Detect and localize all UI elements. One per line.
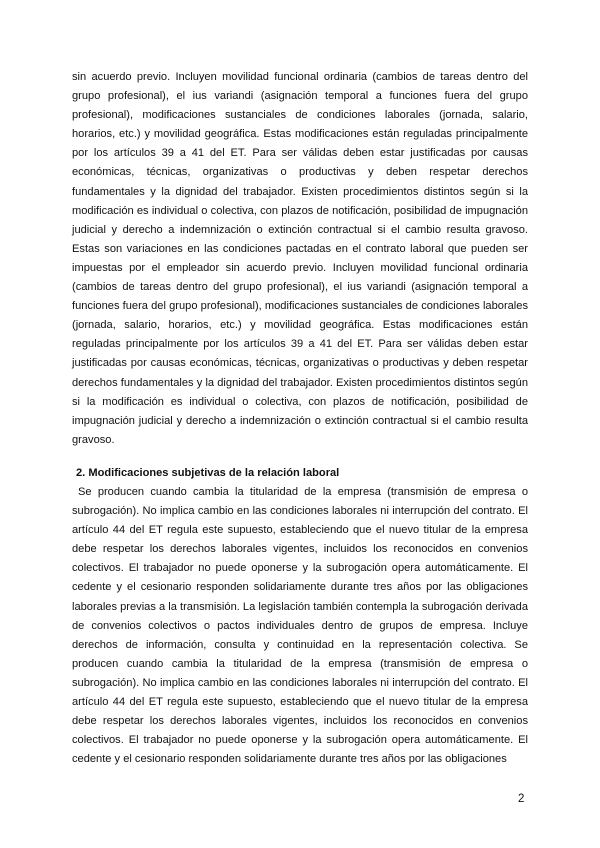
section-heading-modificaciones-subjetivas: 2. Modificaciones subjetivas de la relación laboral bbox=[76, 466, 340, 479]
paragraph-spacer bbox=[72, 450, 528, 464]
page-number: 2 bbox=[518, 793, 525, 805]
page-body bbox=[72, 68, 528, 769]
paragraph-modificaciones-subjetivas: Se producen cuando cambia la titularidad de la empresa (transmisión de empresa o subrogación). No implica cambio en las condiciones laborales ni interrupción del contrato. El artículo 44 del ET regula este supuesto, estableciendo que el nuevo titular de la empresa debe respetar los derechos laborales vigentes, incluidos los reconocidos en convenios colectivos. El trabajador no puede oponerse y la subrogación opera automáticamente. El cedente y el cesionario responden solidariamente durante tres años por las obligaciones laborales previas a la transmisión. La legislación también contempla la subrogación derivada de convenios colectivos o pactos individuales dentro de grupos de empresa. Incluye derechos de información, consulta y continuidad en la representación colectiva. Se producen cuando cambia la titularidad de la empresa (transmisión de empresa o subrogación). No implica cambio en las condiciones laborales ni interrupción del contrato. El artículo 44 del ET regula este supuesto, estableciendo que el nuevo titular de la empresa debe respetar los derechos laborales vigentes, incluidos los reconocidos en convenios colectivos. El trabajador no puede oponerse y la subrogación opera automáticamente. El cedente y el cesionario responden solidariamente durante tres años por las obligaciones bbox=[72, 485, 528, 766]
paragraph-modificaciones-objetivas: sin acuerdo previo. Incluyen movilidad funcional ordinaria (cambios de tareas dentro del grupo profesional), el ius variandi (asignación temporal a funciones fuera del grupo profesional), modificaciones sustanciales de condiciones laborales (jornada, salario, horarios, etc.) y movilidad geográfica. Estas modificaciones están reguladas principalmente por los artículos 39 a 41 del ET. Para ser válidas deben estar justificadas por causas económicas, técnicas, organizativas o productivas y deben respetar derechos fundamentales y la dignidad del trabajador. Existen procedimientos distintos según si la modificación es individual o colectiva, con plazos de notificación, posibilidad de impugnación judicial y derecho a indemnización o extinción contractual si el cambio resulta gravoso. Estas son variaciones en las condiciones pactadas en el contrato laboral que pueden ser impuestas por el empleador sin acuerdo previo. Incluyen movilidad funcional ordinaria (cambios de tareas dentro del grupo profesional), el ius variandi (asignación temporal a funciones fuera del grupo profesional), modificaciones sustanciales de condiciones laborales (jornada, salario, horarios, etc.) y movilidad geográfica. Estas modificaciones están reguladas principalmente por los artículos 39 a 41 del ET. Para ser válidas deben estar justificadas por causas económicas, técnicas, organizativas o productivas y deben respetar derechos fundamentales y la dignidad del trabajador. Existen procedimientos distintos según si la modificación es individual o colectiva, con plazos de notificación, posibilidad de impugnación judicial y derecho a indemnización o extinción contractual si el cambio resulta gravoso. bbox=[72, 71, 528, 446]
